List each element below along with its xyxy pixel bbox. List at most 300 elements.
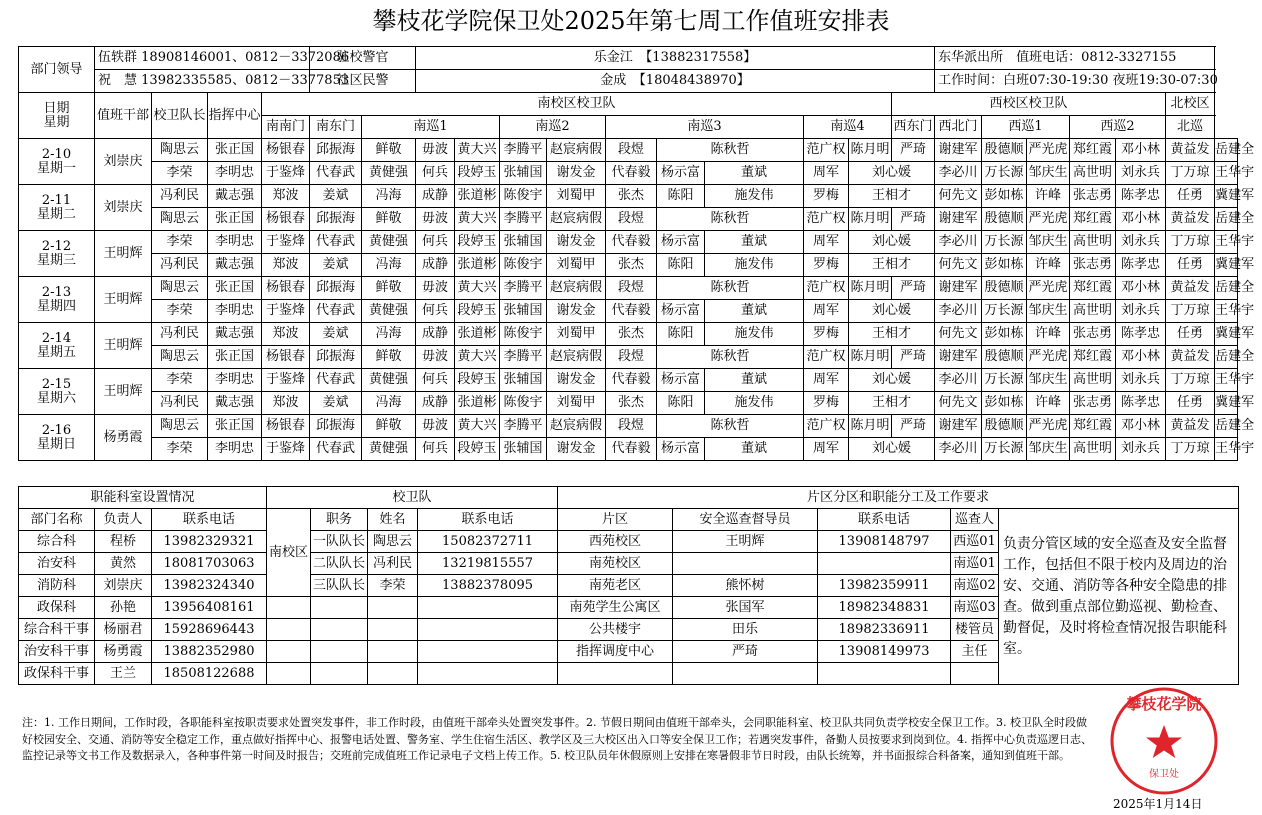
west-patrol-2: 刘永兵 xyxy=(1116,300,1166,323)
south-south-gate: 杨银春 xyxy=(262,277,310,300)
duty-row xyxy=(19,438,1238,461)
guard-role: 二队队长 xyxy=(311,553,368,575)
zone-supervisor: 熊怀树 xyxy=(673,575,818,597)
south-east-gate: 邱振海 xyxy=(310,277,362,300)
north-patrol: 王华宇 xyxy=(1215,438,1238,461)
zone-name: 指挥调度中心 xyxy=(558,641,673,663)
dept-phone: 13882352980 xyxy=(152,641,267,663)
empty-cell xyxy=(418,619,558,641)
north-patrol: 王华宇 xyxy=(1215,369,1238,392)
zone-patrol: 主任 xyxy=(951,641,999,663)
duty-cadre: 王明辉 xyxy=(95,277,152,323)
south-patrol-1: 毋波 xyxy=(416,415,455,438)
zone-phone: 18982336911 xyxy=(818,619,951,641)
south-patrol-3: 代春毅 xyxy=(606,300,657,323)
south-patrol-3: 段煜 xyxy=(606,346,657,369)
south-patrol-4: 王相才 xyxy=(849,254,935,277)
south-patrol-4: 陈月明 xyxy=(849,139,892,162)
south-patrol-3: 陈秋哲 xyxy=(657,139,804,162)
west-patrol-1: 高世明 xyxy=(1070,369,1116,392)
empty-cell xyxy=(368,619,418,641)
south-patrol-3: 段煜 xyxy=(606,208,657,231)
official-seal-icon xyxy=(1108,685,1220,797)
south-patrol-4: 陈月明 xyxy=(849,277,892,300)
south-patrol-3: 陈秋哲 xyxy=(657,346,804,369)
empty-cell xyxy=(311,597,368,619)
west-north-gate: 殷德顺 xyxy=(982,139,1027,162)
day-date: 2-11 xyxy=(41,192,72,208)
west-patrol-1: 邹庆生 xyxy=(1027,162,1070,185)
command-center: 张正国 xyxy=(208,277,262,300)
empty-cell xyxy=(418,597,558,619)
west-patrol-2: 任勇 xyxy=(1166,392,1215,415)
south-patrol-4: 陈月明 xyxy=(849,415,892,438)
guard-role: 一队队长 xyxy=(311,531,368,553)
south-patrol-3: 陈秋哲 xyxy=(657,415,804,438)
date-week-header: 日期 星期 xyxy=(19,93,95,139)
west-patrol-2: 刘永兵 xyxy=(1116,369,1166,392)
post-header: 西东门 xyxy=(892,116,935,139)
north-patrol: 冀建军 xyxy=(1215,254,1238,277)
duty-row xyxy=(19,185,1238,208)
south-patrol-4: 周军 xyxy=(804,369,849,392)
south-patrol-1: 黄健强 xyxy=(362,162,416,185)
dept-name: 治安科 xyxy=(19,553,95,575)
west-east-gate: 李必川 xyxy=(935,162,982,185)
dept-head: 程桥 xyxy=(95,531,152,553)
south-south-gate: 郑波 xyxy=(262,185,310,208)
south-patrol-2: 陈俊宇 xyxy=(500,254,547,277)
south-patrol-4: 严琦 xyxy=(892,139,935,162)
west-patrol-2: 刘永兵 xyxy=(1116,231,1166,254)
south-patrol-1: 何兵 xyxy=(416,162,455,185)
zone-name: 西苑校区 xyxy=(558,531,673,553)
west-patrol-2: 陈孝忠 xyxy=(1116,323,1166,346)
south-south-gate: 杨银春 xyxy=(262,415,310,438)
south-patrol-4: 刘心媛 xyxy=(849,369,935,392)
south-patrol-4: 范广权 xyxy=(804,139,849,162)
duty-cadre-header: 值班干部 xyxy=(95,93,152,139)
duty-row xyxy=(19,323,1238,346)
day-weekday: 星期五 xyxy=(36,344,76,360)
south-east-gate: 邱振海 xyxy=(310,415,362,438)
west-patrol-2: 黄益发 xyxy=(1166,346,1215,369)
zone-phone: 18982348831 xyxy=(818,597,951,619)
captain: 冯利民 xyxy=(152,185,208,208)
dept-name: 政保科 xyxy=(19,597,95,619)
day-date-cell xyxy=(19,277,95,323)
south-patrol-1: 冯海 xyxy=(362,392,416,415)
south-patrol-2: 张辅国 xyxy=(500,369,547,392)
south-patrol-3: 杨示富 xyxy=(657,162,705,185)
south-patrol-2: 李腾平 xyxy=(500,346,547,369)
west-patrol-2: 黄益发 xyxy=(1166,277,1215,300)
west-east-gate: 李必川 xyxy=(935,231,982,254)
south-patrol-1: 毋波 xyxy=(416,139,455,162)
west-patrol-1: 许峰 xyxy=(1027,323,1070,346)
guard-name: 李荣 xyxy=(368,575,418,597)
west-east-gate: 李必川 xyxy=(935,438,982,461)
south-patrol-1: 冯海 xyxy=(362,323,416,346)
zone-patrol: 西巡01 xyxy=(951,531,999,553)
west-patrol-1: 郑红霞 xyxy=(1070,277,1116,300)
south-patrol-4: 严琦 xyxy=(892,277,935,300)
south-patrol-1: 黄大兴 xyxy=(455,346,500,369)
duty-row xyxy=(19,208,1238,231)
post-header: 南巡1 xyxy=(362,116,500,139)
day-date-cell xyxy=(19,323,95,369)
west-east-gate: 谢建军 xyxy=(935,415,982,438)
police-label: 驻校警官 xyxy=(310,47,416,70)
day-weekday: 星期一 xyxy=(36,160,76,176)
west-patrol-2: 刘永兵 xyxy=(1116,438,1166,461)
captain: 陶思云 xyxy=(152,277,208,300)
west-north-gate: 彭如栋 xyxy=(982,323,1027,346)
south-south-gate: 郑波 xyxy=(262,392,310,415)
south-patrol-2: 李腾平 xyxy=(500,415,547,438)
duty-row xyxy=(19,162,1238,185)
west-patrol-1: 严光虎 xyxy=(1027,277,1070,300)
empty-cell xyxy=(368,663,418,685)
command-center: 戴志强 xyxy=(208,392,262,415)
south-patrol-3: 施发伟 xyxy=(705,392,804,415)
south-patrol-3: 陈秋哲 xyxy=(657,277,804,300)
south-patrol-1: 黄健强 xyxy=(362,438,416,461)
command-center: 张正国 xyxy=(208,415,262,438)
south-patrol-4: 罗梅 xyxy=(804,392,849,415)
south-patrol-1: 毋波 xyxy=(416,208,455,231)
south-patrol-1: 段婷玉 xyxy=(455,231,500,254)
south-east-gate: 代春武 xyxy=(310,438,362,461)
south-patrol-1: 毋波 xyxy=(416,346,455,369)
post-header: 南东门 xyxy=(310,116,362,139)
south-patrol-2: 赵宸病假 xyxy=(547,415,606,438)
dept-header: 联系电话 xyxy=(152,509,267,531)
west-east-gate: 何先文 xyxy=(935,392,982,415)
south-patrol-1: 成静 xyxy=(416,254,455,277)
north-patrol: 岳建全 xyxy=(1215,139,1238,162)
south-patrol-3: 段煜 xyxy=(606,139,657,162)
zone-name: 南苑学生公寓区 xyxy=(558,597,673,619)
zone-patrol: 南巡02 xyxy=(951,575,999,597)
west-east-gate: 谢建军 xyxy=(935,346,982,369)
zone-supervisor: 王明辉 xyxy=(673,531,818,553)
west-east-gate: 李必川 xyxy=(935,300,982,323)
command-center: 李明忠 xyxy=(208,162,262,185)
empty-cell xyxy=(418,641,558,663)
north-patrol: 王华宇 xyxy=(1215,162,1238,185)
west-north-gate: 万长源 xyxy=(982,369,1027,392)
south-patrol-2: 张辅国 xyxy=(500,231,547,254)
west-north-gate: 殷德顺 xyxy=(982,277,1027,300)
command-center: 李明忠 xyxy=(208,231,262,254)
south-patrol-4: 刘心媛 xyxy=(849,231,935,254)
west-patrol-2: 任勇 xyxy=(1166,254,1215,277)
west-patrol-1: 高世明 xyxy=(1070,438,1116,461)
empty-cell xyxy=(368,597,418,619)
south-patrol-4: 刘心媛 xyxy=(849,300,935,323)
footnote: 注：1. 工作日期间，工作时段，各职能科室按职责要求处置突发事件，非工作时段，由值班干部牵头处置突发事件。2. 节假日期间由值班干部牵头，会同职能科室、校卫队共同负责学校安全保卫工作。3. 校卫队全时段做好校园安全、交通、消防等安全稳定工作，重点做好指挥中心、报警电话处置、警务室、学生住宿生活区、教学区及三大校区出入口等安全保卫工作；若遇突发事件，备勤人员按要求到岗到位。4. 指挥中心负责巡逻日志、监控记录等文书工作及数据录入，各种事件第一时间及时报告；交班前完成值班工作记录电子文档上传工作。5. 校卫队员年休假原则上安排在寒暑假非节日时段，由队长统筹，并书面报综合科备案，通知到值班干部。 xyxy=(22,716,1092,762)
south-patrol-3: 董斌 xyxy=(705,162,804,185)
west-east-gate: 谢建军 xyxy=(935,208,982,231)
south-patrol-1: 毋波 xyxy=(416,277,455,300)
west-patrol-2: 任勇 xyxy=(1166,185,1215,208)
day-date-cell xyxy=(19,139,95,185)
south-patrol-4: 陈月明 xyxy=(849,346,892,369)
command-center: 张正国 xyxy=(208,139,262,162)
south-patrol-3: 董斌 xyxy=(705,438,804,461)
west-north-gate: 彭如栋 xyxy=(982,185,1027,208)
guard-phone: 15082372711 xyxy=(418,531,558,553)
south-east-gate: 代春武 xyxy=(310,300,362,323)
captain: 冯利民 xyxy=(152,323,208,346)
command-header: 指挥中心 xyxy=(208,93,262,139)
south-patrol-2: 陈俊宇 xyxy=(500,323,547,346)
south-patrol-1: 成静 xyxy=(416,323,455,346)
south-east-gate: 代春武 xyxy=(310,162,362,185)
west-patrol-2: 黄益发 xyxy=(1166,208,1215,231)
south-patrol-3: 陈阳 xyxy=(657,254,705,277)
zone-phone: 13908148797 xyxy=(818,531,951,553)
south-patrol-3: 代春毅 xyxy=(606,231,657,254)
south-patrol-1: 黄大兴 xyxy=(455,415,500,438)
south-east-gate: 邱振海 xyxy=(310,139,362,162)
south-patrol-1: 黄健强 xyxy=(362,300,416,323)
south-patrol-2: 张辅国 xyxy=(500,438,547,461)
dept-name: 消防科 xyxy=(19,575,95,597)
south-patrol-3: 段煜 xyxy=(606,277,657,300)
south-patrol-1: 段婷玉 xyxy=(455,438,500,461)
south-patrol-2: 刘蜀甲 xyxy=(547,323,606,346)
post-header: 西北门 xyxy=(935,116,982,139)
west-east-gate: 谢建军 xyxy=(935,277,982,300)
command-center: 张正国 xyxy=(208,208,262,231)
west-patrol-1: 严光虎 xyxy=(1027,346,1070,369)
empty-cell xyxy=(818,663,951,685)
south-east-gate: 姜斌 xyxy=(310,323,362,346)
south-east-gate: 姜斌 xyxy=(310,254,362,277)
south-patrol-2: 刘蜀甲 xyxy=(547,185,606,208)
west-east-gate: 李必川 xyxy=(935,369,982,392)
south-patrol-3: 陈阳 xyxy=(657,323,705,346)
post-header: 南巡4 xyxy=(804,116,892,139)
south-patrol-1: 张道彬 xyxy=(455,323,500,346)
south-patrol-3: 张杰 xyxy=(606,323,657,346)
west-patrol-1: 郑红霞 xyxy=(1070,346,1116,369)
south-south-gate: 郑波 xyxy=(262,323,310,346)
south-east-gate: 邱振海 xyxy=(310,208,362,231)
day-date: 2-10 xyxy=(41,146,72,162)
day-weekday: 星期日 xyxy=(36,436,76,452)
south-patrol-2: 谢发金 xyxy=(547,369,606,392)
empty-cell xyxy=(311,641,368,663)
command-center: 李明忠 xyxy=(208,438,262,461)
duty-cadre: 王明辉 xyxy=(95,323,152,369)
south-south-gate: 杨银春 xyxy=(262,139,310,162)
zone-supervisor: 田乐 xyxy=(673,619,818,641)
south-patrol-2: 张辅国 xyxy=(500,300,547,323)
empty-cell xyxy=(418,663,558,685)
day-date-cell xyxy=(19,369,95,415)
dept-section-title: 职能科室设置情况 xyxy=(19,487,267,509)
dept-head: 杨勇霞 xyxy=(95,641,152,663)
south-patrol-2: 李腾平 xyxy=(500,208,547,231)
zone-phone xyxy=(818,553,951,575)
duty-row xyxy=(19,369,1238,392)
west-north-gate: 殷德顺 xyxy=(982,415,1027,438)
south-patrol-4: 王相才 xyxy=(849,185,935,208)
west-north-gate: 殷德顺 xyxy=(982,208,1027,231)
north-patrol: 岳建全 xyxy=(1215,415,1238,438)
dept-head: 杨丽君 xyxy=(95,619,152,641)
south-patrol-1: 何兵 xyxy=(416,438,455,461)
seal-star xyxy=(1146,725,1182,758)
day-date-cell xyxy=(19,231,95,277)
west-patrol-1: 许峰 xyxy=(1027,185,1070,208)
post-header: 北巡 xyxy=(1166,116,1215,139)
north-patrol: 岳建全 xyxy=(1215,346,1238,369)
west-east-gate: 何先文 xyxy=(935,185,982,208)
day-weekday: 星期三 xyxy=(36,252,76,268)
captain: 李荣 xyxy=(152,369,208,392)
south-patrol-3: 代春毅 xyxy=(606,438,657,461)
zone-supervisor: 严琦 xyxy=(673,641,818,663)
south-patrol-3: 张杰 xyxy=(606,392,657,415)
seal-bottom-text: 保卫处 xyxy=(1149,769,1179,780)
south-patrol-4: 刘心媛 xyxy=(849,438,935,461)
page-title: 攀枝花学院保卫处2025年第七周工作值班安排表 xyxy=(372,7,890,35)
duty-row xyxy=(19,277,1238,300)
zone-patrol: 南巡01 xyxy=(951,553,999,575)
south-south-gate: 于鉴烽 xyxy=(262,369,310,392)
command-center: 李明忠 xyxy=(208,369,262,392)
west-patrol-2: 邓小林 xyxy=(1116,139,1166,162)
work-requirement: 负责分管区域的安全巡查及安全监督工作，包括但不限于校内及周边的治安、交通、消防等各种安全隐患的排查。做到重点部位勤巡视、勤检查、勤督促，及时将检查情况报告职能科室。 xyxy=(999,509,1239,685)
dept-head: 刘崇庆 xyxy=(95,575,152,597)
captain: 陶思云 xyxy=(152,139,208,162)
zone-header: 联系电话 xyxy=(818,509,951,531)
west-patrol-2: 黄益发 xyxy=(1166,139,1215,162)
west-patrol-1: 张志勇 xyxy=(1070,185,1116,208)
dept-head: 孙艳 xyxy=(95,597,152,619)
south-patrol-3: 杨示富 xyxy=(657,438,705,461)
zone-supervisor xyxy=(673,553,818,575)
south-patrol-1: 何兵 xyxy=(416,369,455,392)
west-patrol-2: 丁万琼 xyxy=(1166,162,1215,185)
south-east-gate: 代春武 xyxy=(310,369,362,392)
south-patrol-4: 范广权 xyxy=(804,208,849,231)
south-patrol-2: 谢发金 xyxy=(547,438,606,461)
west-patrol-1: 邹庆生 xyxy=(1027,438,1070,461)
west-patrol-2: 任勇 xyxy=(1166,323,1215,346)
south-patrol-1: 黄大兴 xyxy=(455,208,500,231)
north-patrol: 冀建军 xyxy=(1215,323,1238,346)
west-patrol-2: 丁万琼 xyxy=(1166,438,1215,461)
west-patrol-2: 邓小林 xyxy=(1116,277,1166,300)
duty-cadre: 刘崇庆 xyxy=(95,185,152,231)
zone-header: 巡查人 xyxy=(951,509,999,531)
south-south-gate: 于鉴烽 xyxy=(262,300,310,323)
guard-header: 职务 xyxy=(311,509,368,531)
south-patrol-4: 严琦 xyxy=(892,208,935,231)
zone-section-title: 片区分区和职能分工及工作要求 xyxy=(558,487,1239,509)
duty-row xyxy=(19,346,1238,369)
police-station: 东华派出所 值班电话：0812-3327155 xyxy=(935,47,1215,70)
north-patrol: 冀建军 xyxy=(1215,185,1238,208)
south-patrol-4: 罗梅 xyxy=(804,323,849,346)
day-date: 2-13 xyxy=(41,284,72,300)
west-patrol-2: 丁万琼 xyxy=(1166,300,1215,323)
south-patrol-3: 代春毅 xyxy=(606,369,657,392)
south-patrol-1: 冯海 xyxy=(362,254,416,277)
west-patrol-1: 邹庆生 xyxy=(1027,300,1070,323)
north-patrol: 王华宇 xyxy=(1215,300,1238,323)
south-patrol-1: 段婷玉 xyxy=(455,300,500,323)
command-center: 张正国 xyxy=(208,346,262,369)
duty-schedule-table xyxy=(18,46,1255,461)
south-patrol-4: 范广权 xyxy=(804,346,849,369)
zone-patrol: 楼管员 xyxy=(951,619,999,641)
west-patrol-1: 严光虎 xyxy=(1027,139,1070,162)
empty-cell xyxy=(558,663,673,685)
west-patrol-1: 邹庆生 xyxy=(1027,369,1070,392)
dept-head: 王兰 xyxy=(95,663,152,685)
dept-name: 治安科干事 xyxy=(19,641,95,663)
dept-phone: 13982324340 xyxy=(152,575,267,597)
south-patrol-2: 张辅国 xyxy=(500,162,547,185)
zone-name: 南苑老区 xyxy=(558,575,673,597)
south-patrol-1: 黄大兴 xyxy=(455,277,500,300)
seal-text: 攀枝花学院 xyxy=(1126,695,1202,713)
issue-date: 2025年1月14日 xyxy=(1113,797,1203,811)
leader-2: 祝 慧 13982335585、0812－3377853 xyxy=(95,70,310,93)
dept-header: 部门名称 xyxy=(19,509,95,531)
north-campus-header: 北校区 xyxy=(1166,93,1215,116)
south-patrol-1: 鲜敬 xyxy=(362,139,416,162)
work-time: 工作时间：白班07:30-19:30 夜班19:30-07:30 xyxy=(935,70,1215,93)
guard-campus: 南校区 xyxy=(267,509,311,597)
west-patrol-1: 严光虎 xyxy=(1027,208,1070,231)
south-patrol-2: 赵宸病假 xyxy=(547,346,606,369)
south-patrol-2: 赵宸病假 xyxy=(547,277,606,300)
post-header: 南巡3 xyxy=(606,116,804,139)
south-patrol-3: 董斌 xyxy=(705,369,804,392)
west-patrol-1: 邹庆生 xyxy=(1027,231,1070,254)
south-south-gate: 于鉴烽 xyxy=(262,438,310,461)
south-patrol-1: 鲜敬 xyxy=(362,208,416,231)
west-north-gate: 万长源 xyxy=(982,162,1027,185)
west-east-gate: 谢建军 xyxy=(935,139,982,162)
guard-name: 陶思云 xyxy=(368,531,418,553)
south-patrol-4: 王相才 xyxy=(849,323,935,346)
captain-header: 校卫队长 xyxy=(152,93,208,139)
dept-leader-label: 部门领导 xyxy=(19,47,95,93)
guard-phone: 13219815557 xyxy=(418,553,558,575)
duty-row xyxy=(19,392,1238,415)
day-rows xyxy=(19,139,1255,461)
command-center: 戴志强 xyxy=(208,254,262,277)
south-patrol-4: 周军 xyxy=(804,300,849,323)
south-patrol-3: 陈秋哲 xyxy=(657,208,804,231)
south-patrol-3: 杨示富 xyxy=(657,300,705,323)
west-patrol-1: 高世明 xyxy=(1070,162,1116,185)
south-patrol-3: 代春毅 xyxy=(606,162,657,185)
south-patrol-4: 刘心媛 xyxy=(849,162,935,185)
empty-cell xyxy=(673,663,818,685)
guard-header: 联系电话 xyxy=(418,509,558,531)
dept-name: 政保科干事 xyxy=(19,663,95,685)
west-patrol-1: 郑红霞 xyxy=(1070,415,1116,438)
